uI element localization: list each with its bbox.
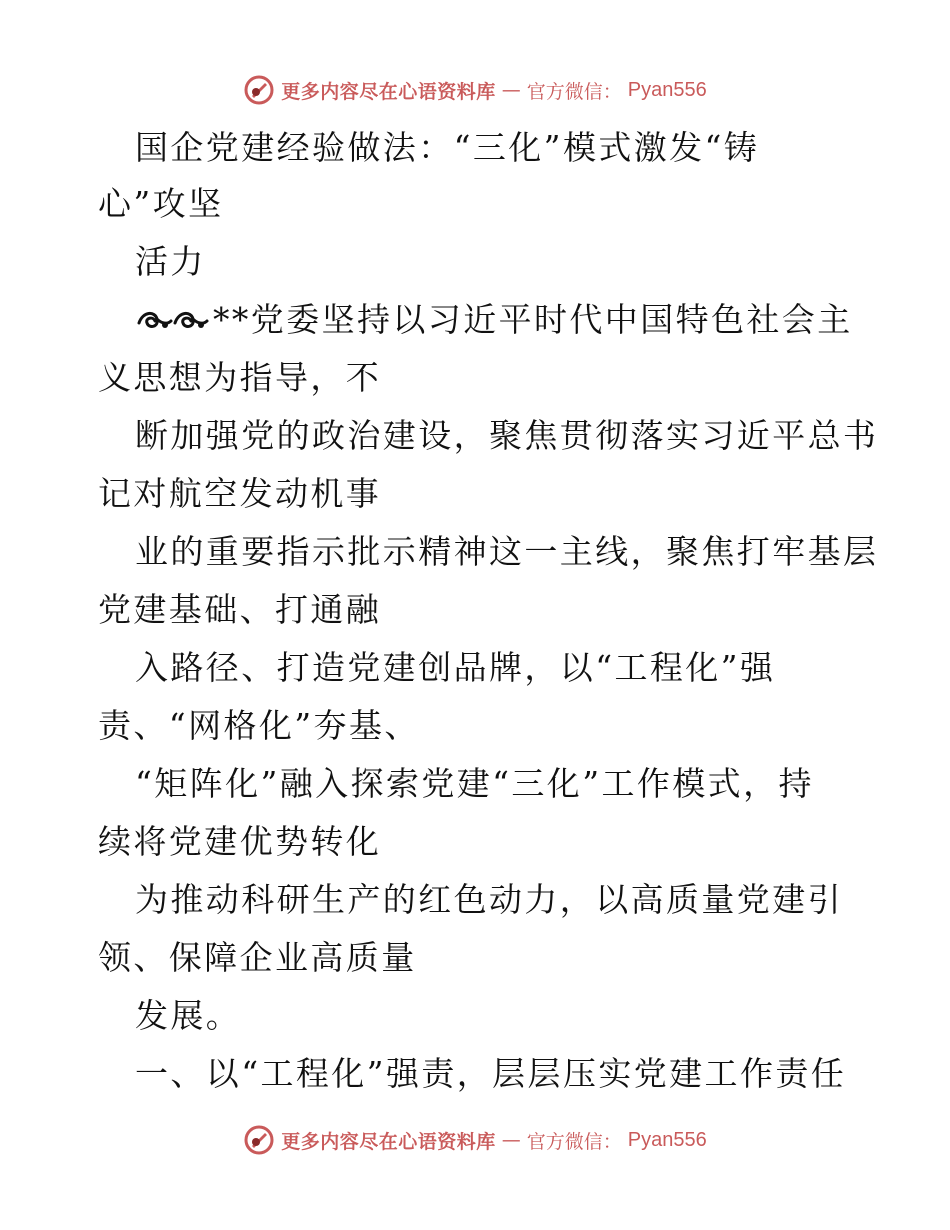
document-title-line-1: 国企党建经验做法：“三化”模式激发“铸 — [135, 128, 760, 167]
paragraph-line: 为推动科研生产的红色动力，以高质量党建引 — [135, 880, 843, 919]
banner-account: Pyan556 — [627, 1128, 707, 1151]
paragraph-line: 发展。 — [135, 996, 242, 1035]
header-banner — [0, 70, 950, 110]
paragraph-line: “矩阵化”融入探索党建“三化”工作模式，持 — [135, 764, 814, 803]
footer-banner — [0, 1120, 950, 1160]
paragraph-line: 党建基础、打通融 — [98, 590, 382, 629]
paragraph-line: 断加强党的政治建设，聚焦贯彻落实习近平总书 — [135, 416, 879, 455]
paragraph-line: 义思想为指导，不 — [98, 358, 382, 397]
fleuron-ornament-icon — [135, 305, 213, 335]
paragraph-line — [135, 300, 853, 340]
paragraph-line: 业的重要指示批示精神这一主线，聚焦打牢基层 — [135, 532, 879, 571]
paragraph-line: 记对航空发动机事 — [98, 474, 382, 513]
banner-account: Pyan556 — [627, 78, 707, 101]
banner-main-text: 更多内容尽在心语资料库 — [281, 80, 496, 103]
paragraph-text: **党委坚持以习近平时代中国特色社会主 — [213, 300, 853, 339]
banner-sub-text: 官方微信： — [526, 1130, 622, 1153]
quill-seal-icon — [243, 1124, 275, 1156]
paragraph-line: 续将党建优势转化 — [98, 822, 382, 861]
banner-sub-text: 官方微信： — [526, 80, 622, 103]
section-heading: 一、以“工程化”强责，层层压实党建工作责任 — [135, 1054, 847, 1093]
document-title-line-3: 活力 — [135, 242, 206, 281]
paragraph-line: 入路径、打造党建创品牌，以“工程化”强 — [135, 648, 776, 687]
paragraph-line: 责、“网格化”夯基、 — [98, 706, 420, 745]
banner-separator: — — [501, 1129, 521, 1151]
document-title-line-2: 心”攻坚 — [98, 184, 224, 223]
quill-seal-icon — [243, 74, 275, 106]
banner-main-text: 更多内容尽在心语资料库 — [281, 1130, 496, 1153]
paragraph-line: 领、保障企业高质量 — [98, 938, 417, 977]
banner-separator: — — [501, 79, 521, 101]
